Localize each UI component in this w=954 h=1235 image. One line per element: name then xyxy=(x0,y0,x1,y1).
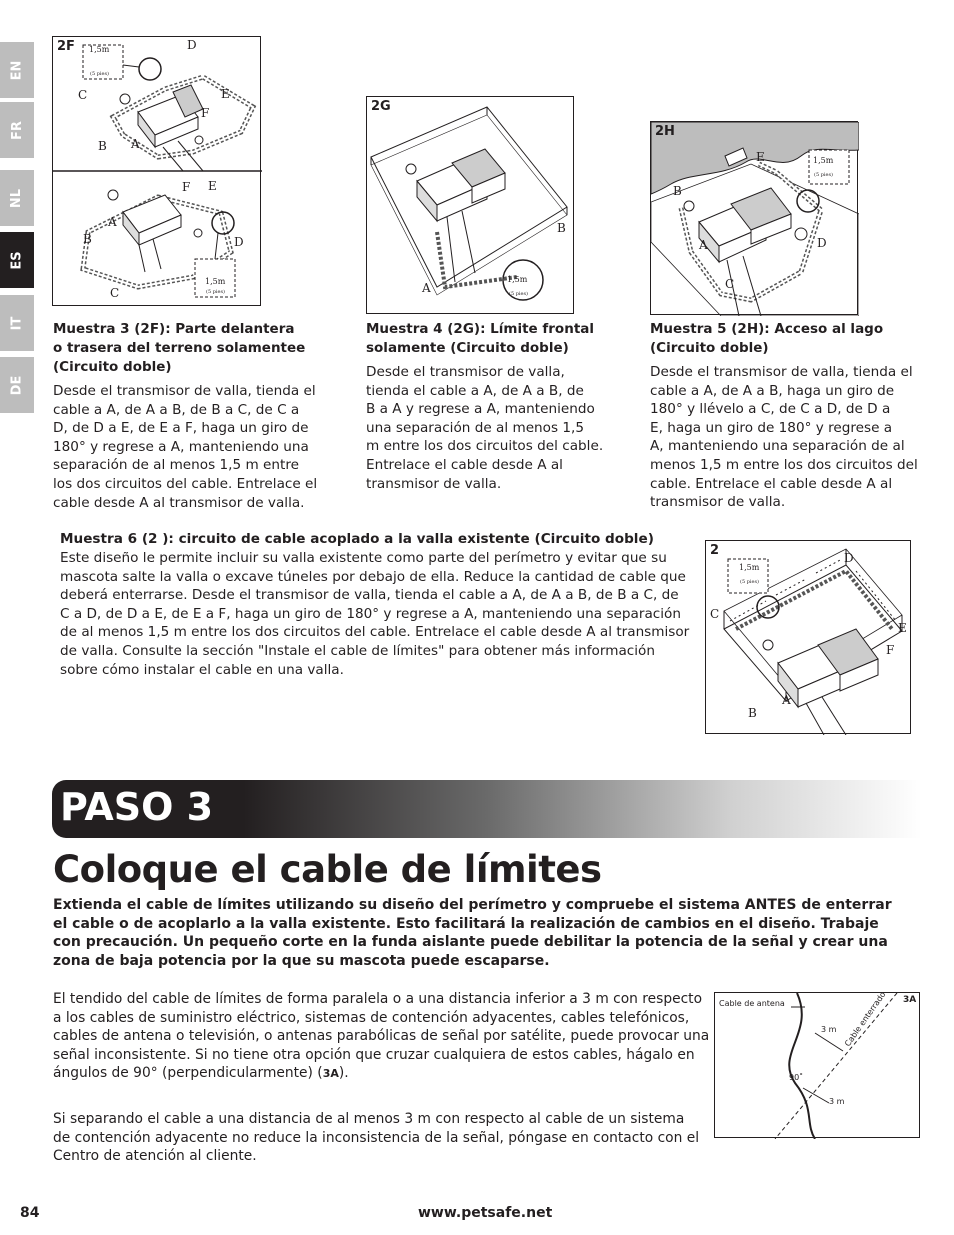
caption-line: de valla. Consulte la sección "Instale el cable de límites" para obtener más información xyxy=(60,642,655,659)
caption-line: 180° y llévelo a C, de C a D, de D a xyxy=(650,401,891,418)
caption-line: E, haga un giro de 180° y regrese a xyxy=(650,419,893,436)
lang-tab-label: IT xyxy=(9,316,25,330)
lang-tab-label: ES xyxy=(9,250,25,270)
figure-2i-scale-sub: (5 pies) xyxy=(740,579,759,585)
paragraph-interference xyxy=(53,990,713,1084)
figure-2i xyxy=(705,540,911,734)
point-label: A xyxy=(108,215,117,229)
lang-tab-label: FR xyxy=(9,120,25,140)
paragraph-text: ). xyxy=(338,1065,349,1082)
caption-line: Muestra 3 (2F): Parte delantera xyxy=(53,321,295,337)
caption-line: deberá enterrarse. Desde el transmisor de valla, tienda el cable a A, de A a B, de B a C, de xyxy=(60,587,679,604)
intro-line: zona de baja potencia por la que su mascota puede escaparse. xyxy=(53,952,550,969)
lang-tab-label: DE xyxy=(9,375,25,395)
paragraph-line: Si separando el cable a una distancia de al menos 3 m con respecto al cable de un sistema xyxy=(53,1111,685,1127)
caption-line: Este diseño le permite incluir su valla existente como parte del perímetro y evitar que su xyxy=(60,550,667,566)
intro-line: Extienda el cable de límites utilizando su diseño del perímetro y compruebe el sistema ANTES de enterrar xyxy=(53,897,892,913)
intro-paragraph xyxy=(53,896,923,970)
lang-tab-fr[interactable] xyxy=(0,102,34,158)
point-label: A xyxy=(131,137,140,151)
caption-line: menos 1,5 m entre los dos circuitos del xyxy=(650,456,918,473)
lang-tab-it[interactable] xyxy=(0,295,34,351)
caption-line: Muestra 5 (2H): Acceso al lago xyxy=(650,321,884,337)
caption-3-title xyxy=(53,320,305,377)
figure-2i-label: 2 xyxy=(710,543,720,558)
caption-line: cable. Entrelace el cable desde A al xyxy=(650,475,893,492)
point-label: B xyxy=(83,232,92,246)
caption-4-body xyxy=(366,363,626,493)
antenna-cable-label: Cable de antena xyxy=(719,999,785,1008)
figure-2f-scale-sub: (5 pies) xyxy=(206,289,225,295)
distance-label: 3 m xyxy=(821,1025,837,1034)
caption-line: cable a A, de A a B, de B a C, de C a xyxy=(53,401,300,418)
caption-line: 180° y regrese a A, manteniendo una xyxy=(53,438,309,455)
point-label: B xyxy=(557,221,566,235)
caption-line: cable desde A al transmisor de valla. xyxy=(53,494,305,511)
lang-tab-es[interactable] xyxy=(0,232,34,288)
intro-line: con precaución. Un pequeño corte en la funda aislante puede debilitar la potencia de la señal y crear una xyxy=(53,934,888,951)
caption-line: C a D, de D a E, de E a F, haga un giro de 180° y regrese a A, manteniendo una separación xyxy=(60,605,681,622)
point-label: A xyxy=(422,281,431,295)
point-label: E xyxy=(756,150,765,164)
figure-3a-label: 3A xyxy=(903,995,917,1005)
figure-2g-drawing xyxy=(367,97,575,315)
figure-2g-scale: 1,5m xyxy=(507,275,528,284)
caption-line: B a A y regrese a A, manteniendo xyxy=(366,401,595,418)
paragraph-line: de contención adyacente no reduce la inconsistencia de la señal, póngase en contacto con el xyxy=(53,1129,700,1146)
point-label: C xyxy=(710,607,720,621)
figure-2f-label: 2F xyxy=(57,39,75,54)
caption-line: m entre los dos circuitos del cable. xyxy=(366,438,604,455)
footer-url-link[interactable]: www.petsafe.net xyxy=(418,1205,553,1221)
point-label: F xyxy=(201,106,210,120)
point-label: D xyxy=(234,235,244,249)
distance-label: 3 m xyxy=(829,1097,845,1106)
figure-reference: 3A xyxy=(322,1067,339,1081)
paragraph-line: a los cables de suministro eléctrico, sistemas de contención adyacentes, cables telefónicos, xyxy=(53,1009,690,1026)
caption-5-body xyxy=(650,363,930,512)
caption-line: Desde el transmisor de valla, xyxy=(366,364,565,380)
caption-3-body xyxy=(53,382,333,512)
figure-2h-drawing xyxy=(651,122,859,316)
paragraph-contact xyxy=(53,1110,713,1166)
point-label: A xyxy=(782,693,791,707)
page-number: 84 xyxy=(20,1205,40,1221)
caption-5-title xyxy=(650,320,883,358)
paragraph-line: señal inconsistente. Si no tiene otra opción que cruzar cualquiera de estos cables, hágalo en xyxy=(53,1046,695,1063)
lang-tab-de[interactable] xyxy=(0,357,34,413)
paragraph-text: ángulos de 90° (perpendicularmente) ( xyxy=(53,1065,323,1082)
caption-line: solamente (Circuito doble) xyxy=(366,340,569,356)
caption-line: o trasera del terreno solamentee xyxy=(53,340,306,356)
figure-2g xyxy=(366,96,574,314)
paragraph-line xyxy=(53,1064,713,1084)
point-label: B xyxy=(673,184,682,198)
caption-6-title: Muestra 6 (2 ): circuito de cable acoplado a la valla existente (Circuito doble) xyxy=(60,531,654,547)
lang-tab-en[interactable] xyxy=(0,42,34,98)
caption-line: mascota salte la valla o excave túneles por debajo de ella. Reduce la cantidad de cable que xyxy=(60,568,686,585)
lang-tab-label: NL xyxy=(9,188,25,208)
point-label: C xyxy=(725,277,735,291)
figure-3a-drawing xyxy=(715,993,921,1139)
point-label: D xyxy=(817,236,827,250)
point-label: E xyxy=(898,621,907,635)
lang-tab-nl[interactable] xyxy=(0,170,34,226)
caption-line: los dos circuitos del cable. Entrelace el xyxy=(53,475,318,492)
figure-3a xyxy=(714,992,920,1138)
caption-line: Desde el transmisor de valla, tienda el xyxy=(650,364,913,380)
point-label: C xyxy=(110,286,120,300)
caption-line: A, manteniendo una separación de al xyxy=(650,438,905,455)
caption-line: Muestra 4 (2G): Límite frontal xyxy=(366,321,595,337)
figure-2g-label: 2G xyxy=(371,99,391,114)
point-label: D xyxy=(187,38,197,52)
caption-line: (Circuito doble) xyxy=(53,359,172,375)
caption-line: de al menos 1,5 m entre los dos circuitos del cable. Entrelace el cable desde A al transmisor xyxy=(60,624,690,641)
figure-2i-scale: 1,5m xyxy=(739,563,760,572)
buried-cable-label: Cable enterrado xyxy=(843,990,888,1049)
point-label: B xyxy=(98,139,107,153)
intro-line: el cable o de acoplarlo a la valla existente. Esto facilitará la realización de cambios en el diseño. Trabaje xyxy=(53,915,879,932)
caption-line: sobre cómo instalar el cable en una valla. xyxy=(60,661,344,678)
caption-4-title xyxy=(366,320,594,358)
figure-2h-scale-sub: (5 pies) xyxy=(814,172,833,178)
figure-2h-scale: 1,5m xyxy=(813,156,834,165)
figure-2f xyxy=(52,36,261,306)
paragraph-line: El tendido del cable de límites de forma paralela o a una distancia inferior a 3 m con respecto xyxy=(53,991,703,1007)
point-label: F xyxy=(182,180,191,194)
caption-line: (Circuito doble) xyxy=(650,340,769,356)
caption-line: separación de al menos 1,5 m entre xyxy=(53,457,299,474)
figure-2g-scale-sub: (5 pies) xyxy=(509,291,528,297)
point-label: D xyxy=(844,551,854,565)
point-label: B xyxy=(748,706,757,720)
caption-line: transmisor de valla. xyxy=(366,475,502,492)
point-label: C xyxy=(78,88,88,102)
caption-line: D, de D a E, de E a F, haga un giro de xyxy=(53,420,309,437)
caption-line: cable a A, de A a B, haga un giro de xyxy=(650,382,895,399)
point-label: F xyxy=(886,643,895,657)
angle-label: 90˚ xyxy=(789,1073,804,1082)
figure-2f-scale-sub: (5 pies) xyxy=(90,71,109,77)
figure-2h xyxy=(650,121,858,315)
caption-line: una separación de al menos 1,5 xyxy=(366,419,585,436)
figure-2f-scale: 1,5m xyxy=(89,45,110,54)
point-label: E xyxy=(221,87,230,101)
caption-line: Entrelace el cable desde A al xyxy=(366,456,563,473)
point-label: E xyxy=(208,179,217,193)
page-heading: Coloque el cable de límites xyxy=(53,848,602,891)
caption-6-body xyxy=(60,549,700,679)
figure-2f-drawing xyxy=(53,37,262,307)
figure-2f-scale: 1,5m xyxy=(205,277,226,286)
point-label: A xyxy=(699,238,708,252)
paragraph-line: cables de antena o televisión, o antenas parabólicas de señal por satélite, puede provocar una xyxy=(53,1028,710,1045)
caption-line: Desde el transmisor de valla, tienda el xyxy=(53,383,316,399)
caption-line: tienda el cable a A, de A a B, de xyxy=(366,382,584,399)
step-label: PASO 3 xyxy=(60,785,214,829)
figure-2h-label: 2H xyxy=(655,124,675,139)
lang-tab-label: EN xyxy=(9,60,25,80)
figure-2i-drawing xyxy=(706,541,912,735)
caption-line: transmisor de valla. xyxy=(650,494,786,511)
paragraph-line: Centro de atención al cliente. xyxy=(53,1148,257,1165)
